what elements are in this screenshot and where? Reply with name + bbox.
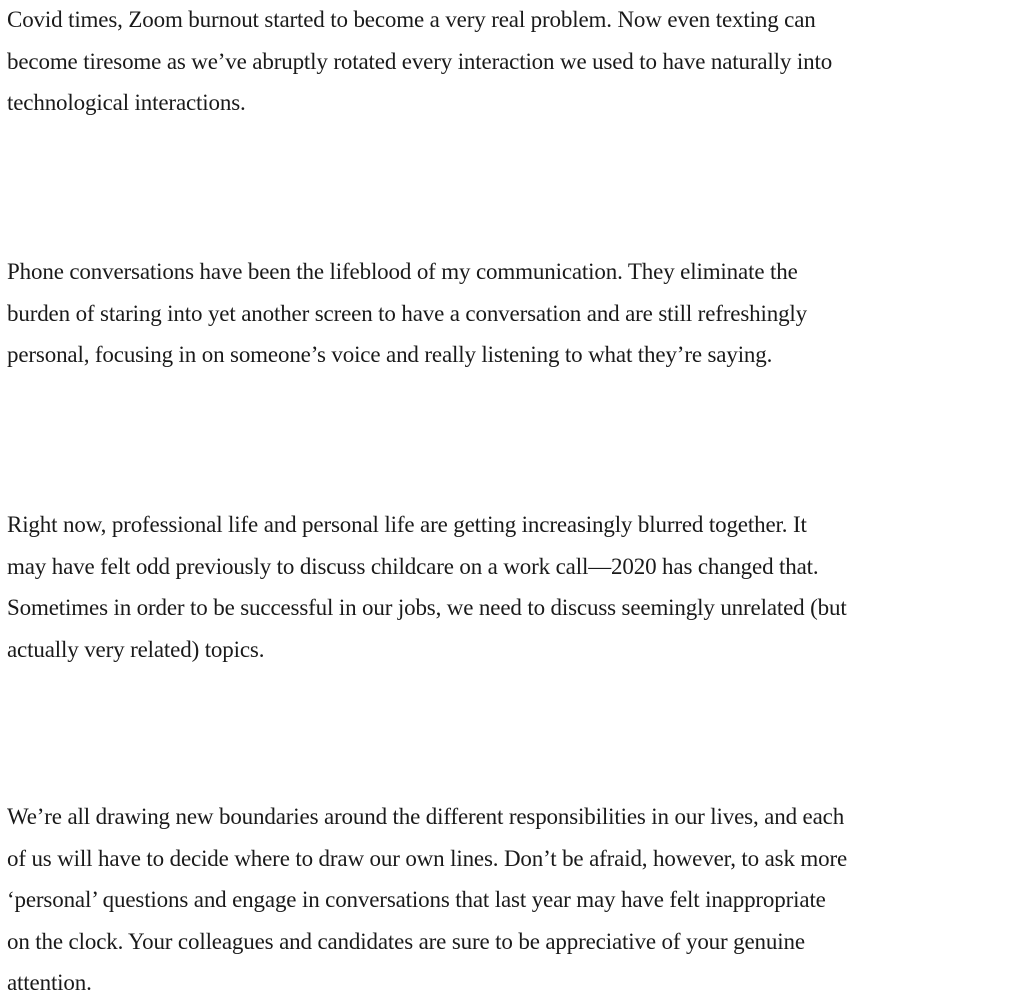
paragraph-line: technological interactions. [7,90,246,116]
paragraph-line: become tiresome as we’ve abruptly rotated every interaction we used to have naturally into [7,48,833,74]
paragraph-line: Covid times, Zoom burnout started to become a very real problem. Now even texting can [7,7,816,32]
paragraph-line: on the clock. Your colleagues and candidates are sure to be appreciative of your genuine [7,928,805,954]
paragraph-line: attention. [7,970,92,996]
paragraph-line: ‘personal’ questions and engage in conversations that last year may have felt inappropriate [7,887,826,913]
paragraph-phone-conversations [7,251,807,376]
paragraph-line: personal, focusing in on someone’s voice and really listening to what they’re saying. [7,342,773,368]
paragraph-line: of us will have to decide where to draw our own lines. Don’t be afraid, however, to ask more [7,845,848,871]
paragraph-line: Sometimes in order to be successful in our jobs, we need to discuss seemingly unrelated (but [7,595,847,621]
paragraph-line: burden of staring into yet another screen to have a conversation and are still refreshingly [7,300,808,326]
paragraph-line: We’re all drawing new boundaries around the different responsibilities in our lives, and each [7,804,845,829]
paragraph-line: Phone conversations have been the lifeblood of my communication. They eliminate the [7,259,798,284]
paragraph-line: actually very related) topics. [7,636,265,662]
paragraph-zoom-burnout [7,0,832,124]
paragraph-new-boundaries [7,796,847,1004]
paragraph-blurred-lines [7,504,847,670]
paragraph-line: Right now, professional life and personal life are getting increasingly blurred together. It [7,512,807,537]
paragraph-line: may have felt odd previously to discuss childcare on a work call—2020 has changed that. [7,553,819,579]
